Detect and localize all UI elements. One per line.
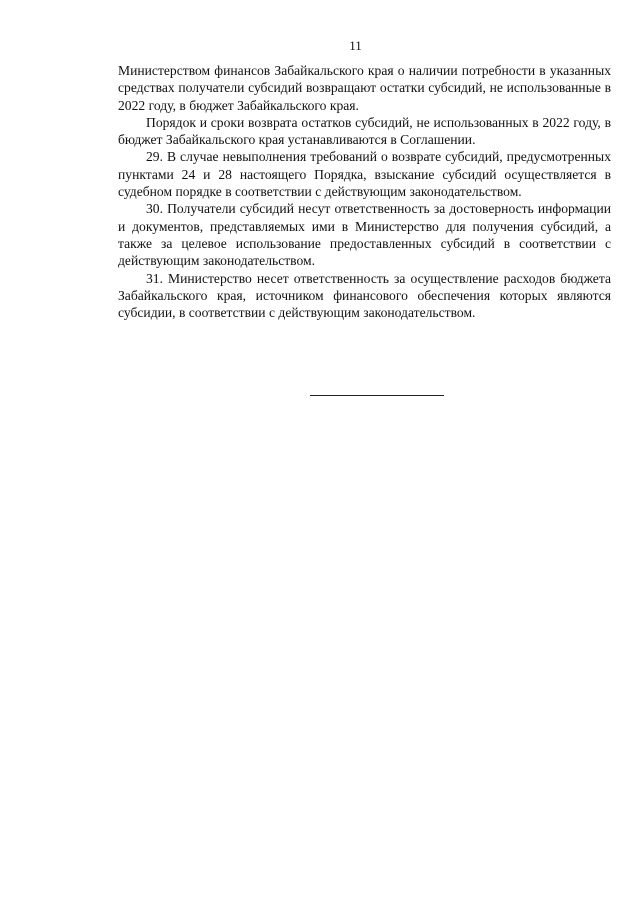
paragraph-29: 29. В случае невыполнения требований о возврате субсидий, предусмотренных пунктами 24 и 28 настоящего Порядка, взыскание субсидий осуществляется в судебном порядке в соответствии с действующим законодательством. — [118, 149, 611, 200]
end-of-document-rule — [310, 395, 444, 396]
paragraph-31: 31. Министерство несет ответственность за осуществление расходов бюджета Забайкальского края, источником финансового обеспечения которых являются субсидии, в соответствии с действующим законодательством. — [118, 270, 611, 321]
paragraph-return-procedure: Порядок и сроки возврата остатков субсидий, не использованных в 2022 году, в бюджет Забайкальского края устанавливаются в Соглашении. — [118, 114, 611, 148]
paragraph-continuation: Министерством финансов Забайкальского края о наличии потребности в указанных средствах получатели субсидий возвращают остатки субсидий, не использованные в 2022 году, в бюджет Забайкальского края. — [118, 63, 611, 113]
document-body — [118, 62, 611, 321]
paragraph-30: 30. Получатели субсидий несут ответственность за достоверность информации и документов, представляемых ими в Министерство для получения субсидий, а также за целевое использование предоставленных субсидий в соответствии с действующим законодательством. — [118, 201, 611, 269]
page-number: 11 — [349, 38, 362, 53]
